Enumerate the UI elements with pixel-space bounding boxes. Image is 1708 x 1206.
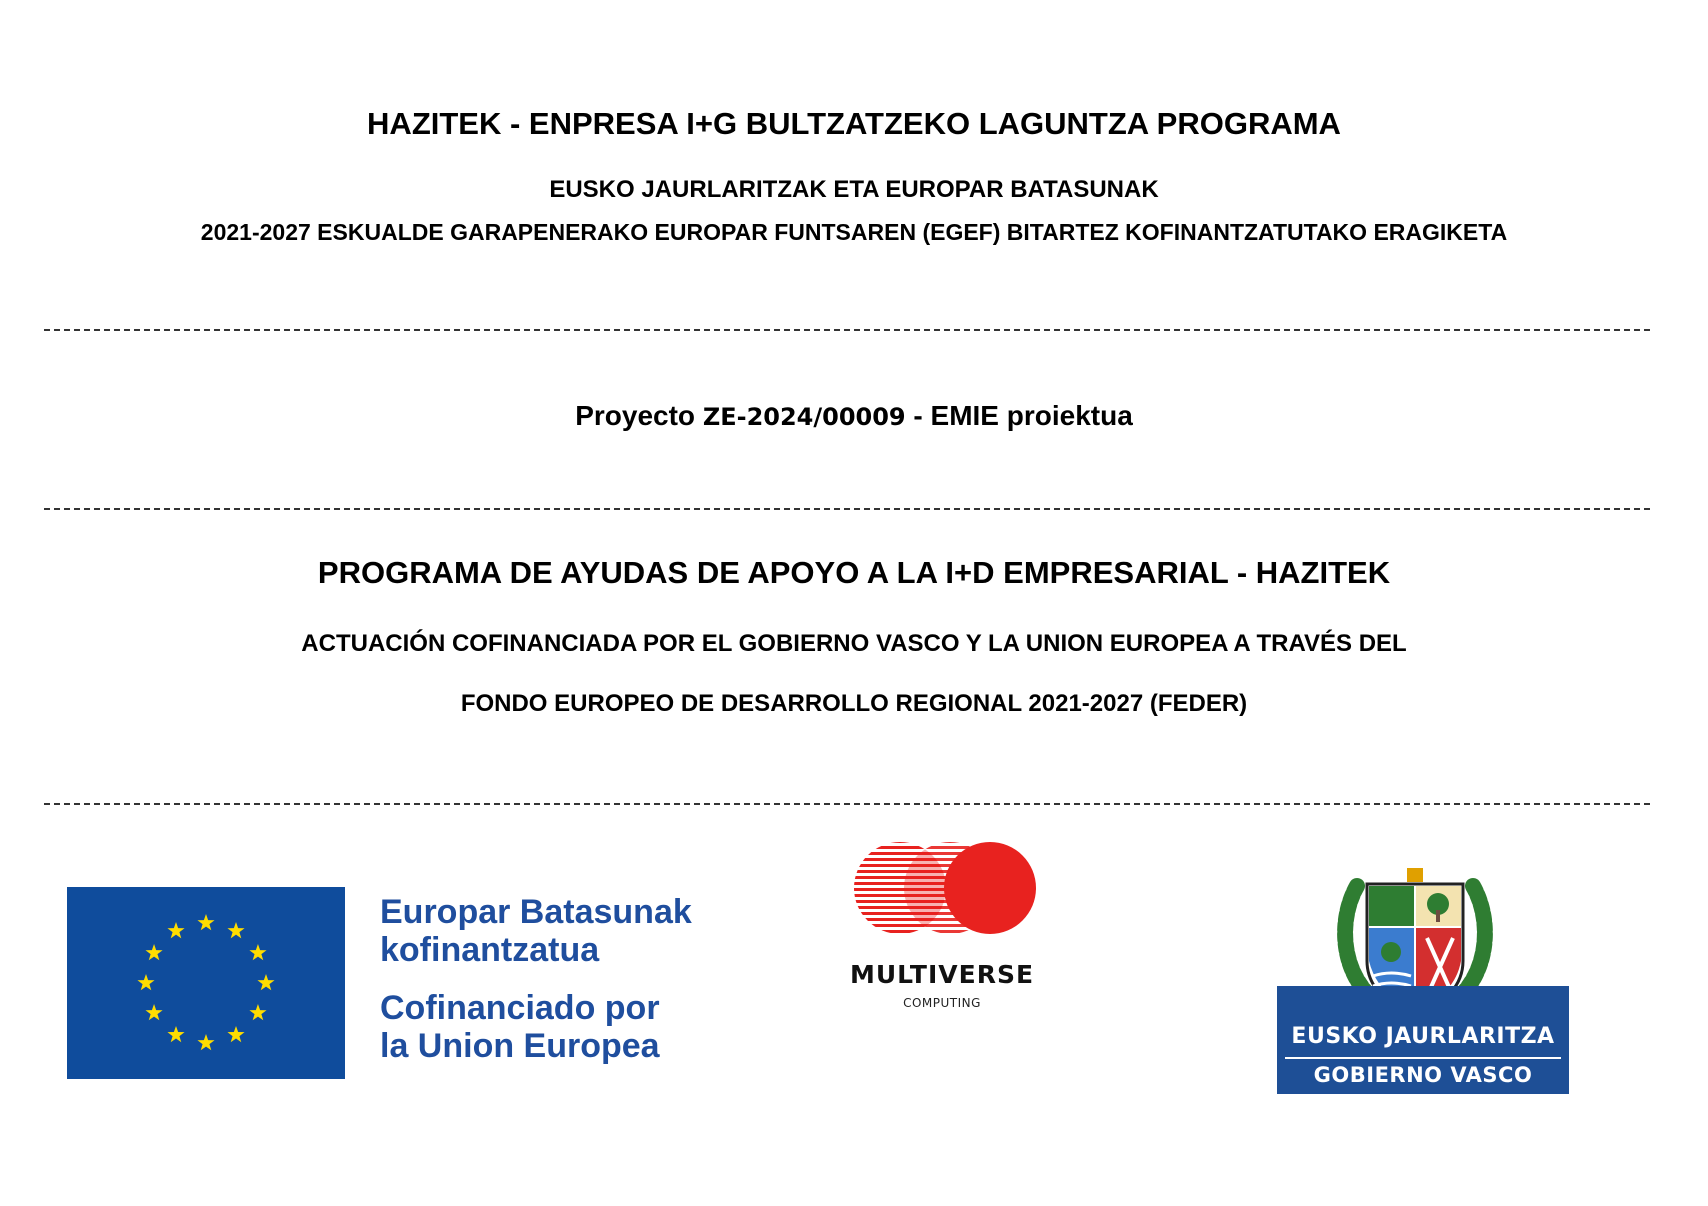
eu-star-icon bbox=[197, 914, 214, 930]
eu-cofinancing-text bbox=[380, 893, 692, 1065]
eu-stars-icon bbox=[67, 887, 345, 1079]
eu-star-icon bbox=[197, 1034, 214, 1050]
eu-star-icon bbox=[227, 922, 244, 938]
eu-star-icon bbox=[249, 1004, 266, 1020]
eu-star-icon bbox=[167, 1026, 184, 1042]
divider bbox=[44, 329, 1650, 331]
eu-text-line-1: Europar Batasunak bbox=[380, 893, 692, 931]
eu-text-line-2: kofinantzatua bbox=[380, 931, 600, 969]
spanish-subtitle-1: ACTUACIÓN COFINANCIADA POR EL GOBIERNO VASCO Y LA UNION EUROPEA A TRAVÉS DEL bbox=[301, 630, 1407, 657]
basque-subtitle-1: EUSKO JAURLARITZAK ETA EUROPAR BATASUNAK bbox=[549, 176, 1159, 203]
gobierno-vasco-banner bbox=[1277, 986, 1569, 1094]
project-line bbox=[0, 400, 1708, 432]
eu-flag-logo bbox=[67, 887, 345, 1079]
project-suffix: - EMIE proiektua bbox=[905, 400, 1133, 431]
gobierno-vasco-line-1: EUSKO JAURLARITZA bbox=[1291, 1024, 1555, 1049]
eu-star-icon bbox=[167, 922, 184, 938]
divider bbox=[44, 803, 1650, 805]
divider bbox=[44, 508, 1650, 510]
eu-star-icon bbox=[137, 974, 154, 990]
spanish-title: PROGRAMA DE AYUDAS DE APOYO A LA I+D EMPRESARIAL - HAZITEK bbox=[317, 555, 1391, 590]
banner-divider bbox=[1285, 1057, 1561, 1059]
multiverse-subtitle: COMPUTING bbox=[903, 996, 981, 1010]
multiverse-name: MULTIVERSE bbox=[849, 960, 1035, 989]
basque-subtitle-2: 2021-2027 ESKUALDE GARAPENERAKO EUROPAR FUNTSAREN (EGEF) BITARTEZ KOFINANTZATUTAKO ERAGIKETA bbox=[200, 219, 1508, 245]
eu-text-line-3: Cofinanciado por bbox=[380, 989, 660, 1027]
eu-text-line-4: la Union Europea bbox=[380, 1027, 660, 1065]
eu-star-icon bbox=[227, 1026, 244, 1042]
spanish-subtitle-2: FONDO EUROPEO DE DESARROLLO REGIONAL 2021-2027 (FEDER) bbox=[460, 690, 1248, 717]
eu-star-icon bbox=[249, 944, 266, 960]
gobierno-vasco-line-2: GOBIERNO VASCO bbox=[1313, 1063, 1533, 1087]
eu-star-icon bbox=[145, 944, 162, 960]
eu-star-icon bbox=[145, 1004, 162, 1020]
project-prefix: Proyecto bbox=[575, 400, 703, 431]
multiverse-logo-icon bbox=[850, 840, 1040, 940]
eu-star-icon bbox=[257, 974, 274, 990]
project-code: ZE-2024/00009 bbox=[702, 403, 906, 431]
basque-title: HAZITEK - ENPRESA I+G BULTZATZEKO LAGUNTZA PROGRAMA bbox=[367, 106, 1341, 141]
